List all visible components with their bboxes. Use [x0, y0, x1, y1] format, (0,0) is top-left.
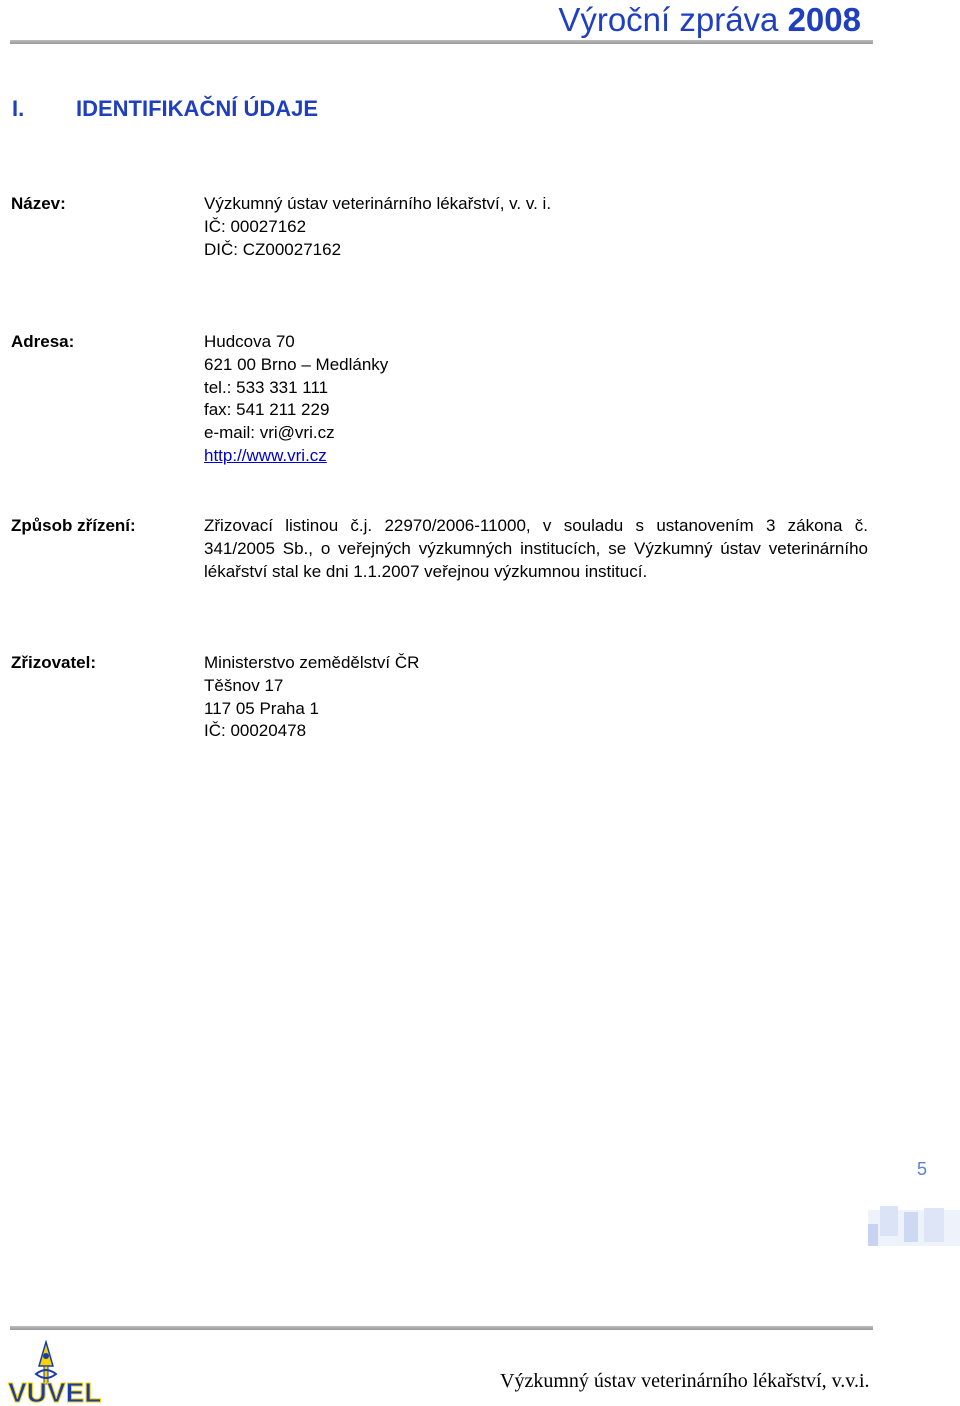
vuvel-logo — [6, 1340, 126, 1406]
logo-text: VUVEL — [8, 1377, 102, 1406]
address-city: 621 00 Brno – Medlánky — [204, 354, 389, 374]
address-street: Hudcova 70 — [204, 332, 295, 351]
page-number: 5 — [917, 1159, 928, 1179]
report-title-year: 2008 — [787, 1, 861, 38]
address-fax: fax: 541 211 229 — [204, 400, 330, 420]
report-title — [558, 2, 861, 38]
nazev-value — [204, 193, 551, 261]
zrizovatel-value — [204, 652, 419, 743]
report-title-text: Výroční zpráva — [558, 1, 779, 38]
zpusob-label: Způsob zřízení: — [11, 516, 136, 535]
org-ic: IČ: 00027162 — [204, 216, 307, 236]
website-link[interactable]: http://www.vri.cz — [204, 445, 327, 465]
section-title: IDENTIFIKAČNÍ ÚDAJE — [76, 96, 319, 121]
section-heading — [12, 96, 318, 122]
footer-org-name: Výzkumný ústav veterinárního lékařství, v.v.i. — [500, 1370, 870, 1392]
zpusob-value: Zřizovací listinou č.j. 22970/2006-11000, v souladu s ustanovením 3 zákona č. 341/2005 Sb., o veřejných výzkumných institucích, se Výzkumný ústav veterinárního lékařství stal ke dni 1.1.2007 veřejnou výzkumnou institucí. — [204, 516, 868, 581]
header-divider — [10, 40, 873, 44]
section-number: I. — [12, 96, 25, 121]
page-corner-decoration — [868, 1206, 960, 1246]
founder-ic: IČ: 00020478 — [204, 721, 307, 741]
founder-name: Ministerstvo zemědělství ČR — [204, 653, 420, 672]
adresa-label: Adresa: — [11, 332, 75, 351]
zrizovatel-label: Zřizovatel: — [11, 653, 97, 672]
address-email: e-mail: vri@vri.cz — [204, 423, 335, 443]
footer-divider — [10, 1326, 873, 1330]
adresa-value — [204, 331, 388, 468]
org-name: Výzkumný ústav veterinárního lékařství, v. v. i. — [204, 194, 552, 213]
founder-street: Těšnov 17 — [204, 675, 284, 695]
address-phone: tel.: 533 331 111 — [204, 377, 329, 397]
founder-city: 117 05 Praha 1 — [204, 698, 319, 718]
nazev-label: Název: — [11, 194, 66, 213]
org-dic: DIČ: CZ00027162 — [204, 239, 342, 259]
